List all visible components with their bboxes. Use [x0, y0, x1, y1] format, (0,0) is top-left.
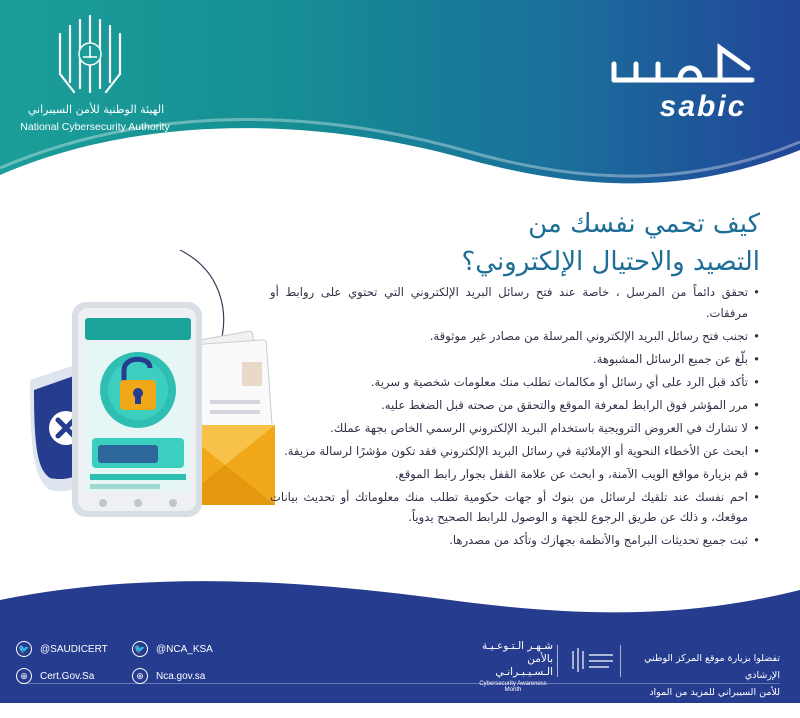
nca-logo [50, 14, 130, 100]
page-title [310, 205, 760, 281]
list-item: • احم نفسك عند تلقيك لرسائل من بنوك أو جهات حكومية تطلب منك معلوماتك أو تحديث بيانات موقعك، و ذلك عن طريق الرجوع للجهة و الوصول للرابط الصحيح يدوياً. [270, 487, 760, 528]
twitter-handle-nca: @NCA_KSA [156, 643, 213, 655]
twitter-icon: 🐦 [16, 641, 32, 657]
title-line-1: كيف تحمي نفسك من [528, 209, 760, 239]
list-item: • تحقق دائماً من المرسل ، خاصة عند فتح رسائل البريد الإلكتروني التي تحتوي على روابط أو مرفقات. [270, 282, 760, 323]
list-item: • تجنب فتح رسائل البريد الإلكتروني المرسلة من مصادر غير موثوقة. [270, 326, 760, 347]
list-item: • بلّغ عن جميع الرسائل المشبوهة. [270, 349, 760, 370]
list-item: • لا تشارك في العروض الترويجية باستخدام البريد الإلكتروني الرسمي الخاص بجهة عملك. [270, 418, 760, 439]
nca-name-arabic: الهيئة الوطنية للأمن السيبراني [27, 103, 165, 116]
visit-note [620, 650, 780, 718]
title-line-2: التصيد والاحتيال الإلكتروني؟ [461, 247, 760, 277]
twitter-handle-saudicert: @SAUDICERT [40, 643, 108, 655]
month-title-ar-1: شـهـر الـتـوعـيـة [482, 640, 553, 652]
twitter-nca[interactable] [132, 641, 213, 657]
globe-icon: ⊕ [132, 668, 148, 684]
tips-list [270, 282, 760, 553]
footer-separator [557, 645, 558, 677]
visit-line-2: للأمن السيبراني للمزيد من المواد التوعوية [649, 687, 780, 715]
header-banner [0, 0, 800, 200]
list-item: • ثبت جميع تحديثات البرامج والأنظمة بجهازك وتأكد من مصدرها. [270, 530, 760, 551]
twitter-icon: 🐦 [132, 641, 148, 657]
link-cert-gov[interactable] [16, 668, 94, 684]
sabic-english-logo: sabic [659, 90, 747, 123]
month-title-ar-2: بالأمن الـسـيـبـرانـي [495, 653, 553, 678]
site-nca: Nca.gov.sa [156, 670, 206, 682]
list-item: • مرر المؤشر فوق الرابط لمعرفة الموقع والتحقق من صحته قبل الضغط عليه. [270, 395, 760, 416]
nca-name-english: National Cybersecurity Authority [20, 121, 170, 133]
month-title-en: Cybersecurity Awareness Month [479, 681, 547, 693]
awareness-month-logo [473, 640, 553, 693]
list-item: • تأكد قبل الرد على أي رسائل أو مكالمات تطلب منك معلومات شخصية و سرية. [270, 372, 760, 393]
phishing-illustration [20, 250, 280, 550]
globe-icon: ⊕ [16, 668, 32, 684]
link-nca-gov[interactable] [132, 668, 205, 684]
list-item: • قم بزيارة مواقع الويب الآمنة، و ابحث عن علامة القفل بجوار رابط الموقع. [270, 464, 760, 485]
visit-line-1: تفضلوا بزيارة موقع المركز الوطني الإرشادي [644, 653, 780, 681]
nca-mini-logo [565, 645, 617, 685]
site-cert: Cert.Gov.Sa [40, 670, 95, 682]
twitter-saudicert[interactable] [16, 641, 108, 657]
list-item: • ابحث عن الأخطاء النحوية أو الإملائية في رسائل البريد الإلكتروني فقد تكون مؤشرًا لرسالة مزيفة. [270, 441, 760, 462]
sabic-arabic-logo [608, 40, 758, 86]
